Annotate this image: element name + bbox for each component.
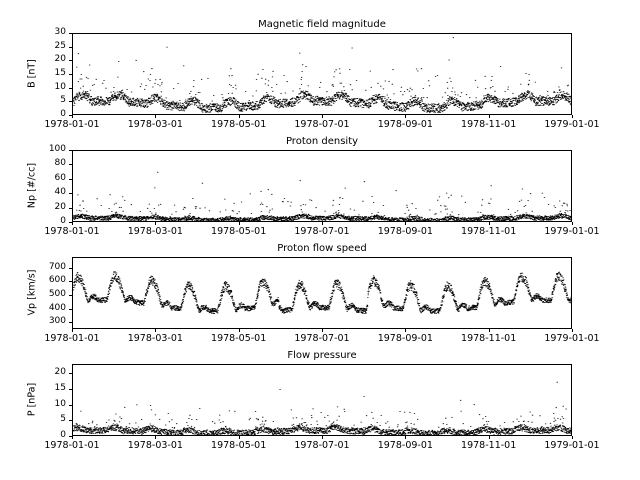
y-tick-mark bbox=[69, 322, 72, 323]
y-tick-mark bbox=[69, 33, 72, 34]
y-tick-mark bbox=[69, 389, 72, 390]
x-tick-label: 1979-01-01 bbox=[544, 440, 600, 451]
x-tick-mark bbox=[239, 222, 240, 225]
y-tick-mark bbox=[69, 179, 72, 180]
x-tick-label: 1978-07-01 bbox=[294, 226, 350, 237]
x-tick-mark bbox=[155, 222, 156, 225]
y-axis-label-2: Vp [km/s] bbox=[26, 269, 38, 316]
x-tick-label: 1978-01-01 bbox=[44, 333, 100, 344]
y-tick-label: 0 bbox=[60, 109, 66, 119]
plot-area-0 bbox=[72, 33, 572, 115]
x-tick-mark bbox=[72, 436, 73, 439]
x-tick-label: 1978-07-01 bbox=[294, 119, 350, 130]
y-axis-label-0: B [nT] bbox=[26, 59, 38, 88]
y-tick-label: 20 bbox=[54, 367, 66, 378]
x-tick-mark bbox=[155, 115, 156, 118]
x-tick-mark bbox=[572, 115, 573, 118]
y-axis-label-1: Np [#/cc] bbox=[26, 162, 38, 209]
x-tick-label: 1979-01-01 bbox=[544, 226, 600, 237]
x-tick-mark bbox=[322, 115, 323, 118]
x-tick-label: 1979-01-01 bbox=[544, 119, 600, 130]
x-tick-mark bbox=[322, 222, 323, 225]
x-tick-label: 1979-01-01 bbox=[544, 333, 600, 344]
y-tick-label: 10 bbox=[54, 81, 66, 92]
x-tick-label: 1978-11-01 bbox=[461, 333, 517, 344]
y-tick-mark bbox=[69, 164, 72, 165]
x-tick-mark bbox=[405, 115, 406, 118]
y-tick-label: 15 bbox=[54, 68, 66, 78]
x-tick-label: 1978-05-01 bbox=[211, 226, 267, 237]
y-axis-label-3: P [nPa] bbox=[26, 382, 38, 417]
y-tick-label: 25 bbox=[54, 40, 66, 51]
series-points-1 bbox=[73, 151, 572, 222]
y-tick-label: 80 bbox=[54, 158, 66, 169]
y-tick-label: 60 bbox=[54, 172, 66, 183]
x-tick-label: 1978-05-01 bbox=[211, 119, 267, 130]
x-tick-label: 1978-09-01 bbox=[377, 119, 433, 130]
x-tick-mark bbox=[155, 329, 156, 332]
x-tick-mark bbox=[489, 222, 490, 225]
panel-title-0: Magnetic field magnitude bbox=[258, 19, 386, 30]
y-tick-label: 20 bbox=[54, 54, 66, 65]
x-tick-label: 1978-01-01 bbox=[44, 119, 100, 130]
y-tick-mark bbox=[69, 47, 72, 48]
x-tick-label: 1978-03-01 bbox=[127, 119, 183, 130]
x-tick-mark bbox=[405, 329, 406, 332]
y-tick-label: 0 bbox=[60, 216, 66, 226]
x-tick-label: 1978-07-01 bbox=[294, 333, 350, 344]
x-tick-mark bbox=[322, 436, 323, 439]
x-tick-label: 1978-01-01 bbox=[44, 440, 100, 451]
y-tick-mark bbox=[69, 88, 72, 89]
y-tick-label: 700 bbox=[48, 261, 66, 272]
x-tick-label: 1978-03-01 bbox=[127, 440, 183, 451]
y-tick-label: 400 bbox=[48, 302, 66, 313]
series-points-3 bbox=[73, 365, 572, 436]
panel-title-1: Proton density bbox=[285, 136, 359, 147]
y-tick-label: 600 bbox=[48, 275, 66, 286]
y-tick-mark bbox=[69, 405, 72, 406]
y-tick-label: 20 bbox=[54, 201, 66, 212]
y-tick-mark bbox=[69, 193, 72, 194]
y-tick-label: 100 bbox=[48, 144, 66, 154]
y-tick-label: 5 bbox=[60, 414, 66, 425]
x-tick-label: 1978-03-01 bbox=[127, 333, 183, 344]
y-tick-mark bbox=[69, 101, 72, 102]
x-tick-label: 1978-07-01 bbox=[294, 440, 350, 451]
y-tick-label: 40 bbox=[54, 187, 66, 198]
x-tick-mark bbox=[489, 329, 490, 332]
x-tick-mark bbox=[489, 436, 490, 439]
x-tick-label: 1978-03-01 bbox=[127, 226, 183, 237]
x-tick-mark bbox=[239, 115, 240, 118]
x-tick-mark bbox=[572, 329, 573, 332]
y-tick-label: 15 bbox=[54, 383, 66, 394]
y-tick-mark bbox=[69, 373, 72, 374]
x-tick-label: 1978-11-01 bbox=[461, 119, 517, 130]
x-tick-label: 1978-09-01 bbox=[377, 226, 433, 237]
x-tick-mark bbox=[322, 329, 323, 332]
y-tick-mark bbox=[69, 268, 72, 269]
series-points-2 bbox=[73, 258, 572, 329]
series-points-0 bbox=[73, 34, 572, 115]
x-tick-mark bbox=[572, 436, 573, 439]
x-tick-label: 1978-09-01 bbox=[377, 333, 433, 344]
x-tick-mark bbox=[72, 329, 73, 332]
y-tick-mark bbox=[69, 295, 72, 296]
plot-area-3 bbox=[72, 364, 572, 436]
panel-title-3: Flow pressure bbox=[287, 350, 357, 361]
y-tick-mark bbox=[69, 150, 72, 151]
x-tick-mark bbox=[155, 436, 156, 439]
x-tick-mark bbox=[72, 222, 73, 225]
x-tick-mark bbox=[239, 329, 240, 332]
y-tick-mark bbox=[69, 60, 72, 61]
y-tick-mark bbox=[69, 281, 72, 282]
x-tick-mark bbox=[405, 436, 406, 439]
x-tick-mark bbox=[72, 115, 73, 118]
y-tick-label: 5 bbox=[60, 95, 66, 106]
y-tick-mark bbox=[69, 420, 72, 421]
y-tick-label: 30 bbox=[54, 27, 66, 37]
x-tick-label: 1978-11-01 bbox=[461, 226, 517, 237]
x-tick-label: 1978-09-01 bbox=[377, 440, 433, 451]
x-tick-label: 1978-01-01 bbox=[44, 226, 100, 237]
y-tick-mark bbox=[69, 208, 72, 209]
y-tick-label: 10 bbox=[54, 398, 66, 409]
plot-area-1 bbox=[72, 150, 572, 222]
panel-title-2: Proton flow speed bbox=[277, 243, 367, 254]
y-tick-label: 500 bbox=[48, 289, 66, 300]
x-tick-mark bbox=[239, 436, 240, 439]
plot-area-2 bbox=[72, 257, 572, 329]
x-tick-label: 1978-11-01 bbox=[461, 440, 517, 451]
y-tick-mark bbox=[69, 309, 72, 310]
x-tick-label: 1978-05-01 bbox=[211, 333, 267, 344]
x-tick-mark bbox=[489, 115, 490, 118]
y-tick-label: 300 bbox=[48, 316, 66, 327]
y-tick-mark bbox=[69, 74, 72, 75]
x-tick-mark bbox=[572, 222, 573, 225]
y-tick-label: 0 bbox=[60, 430, 66, 440]
x-tick-label: 1978-05-01 bbox=[211, 440, 267, 451]
x-tick-mark bbox=[405, 222, 406, 225]
